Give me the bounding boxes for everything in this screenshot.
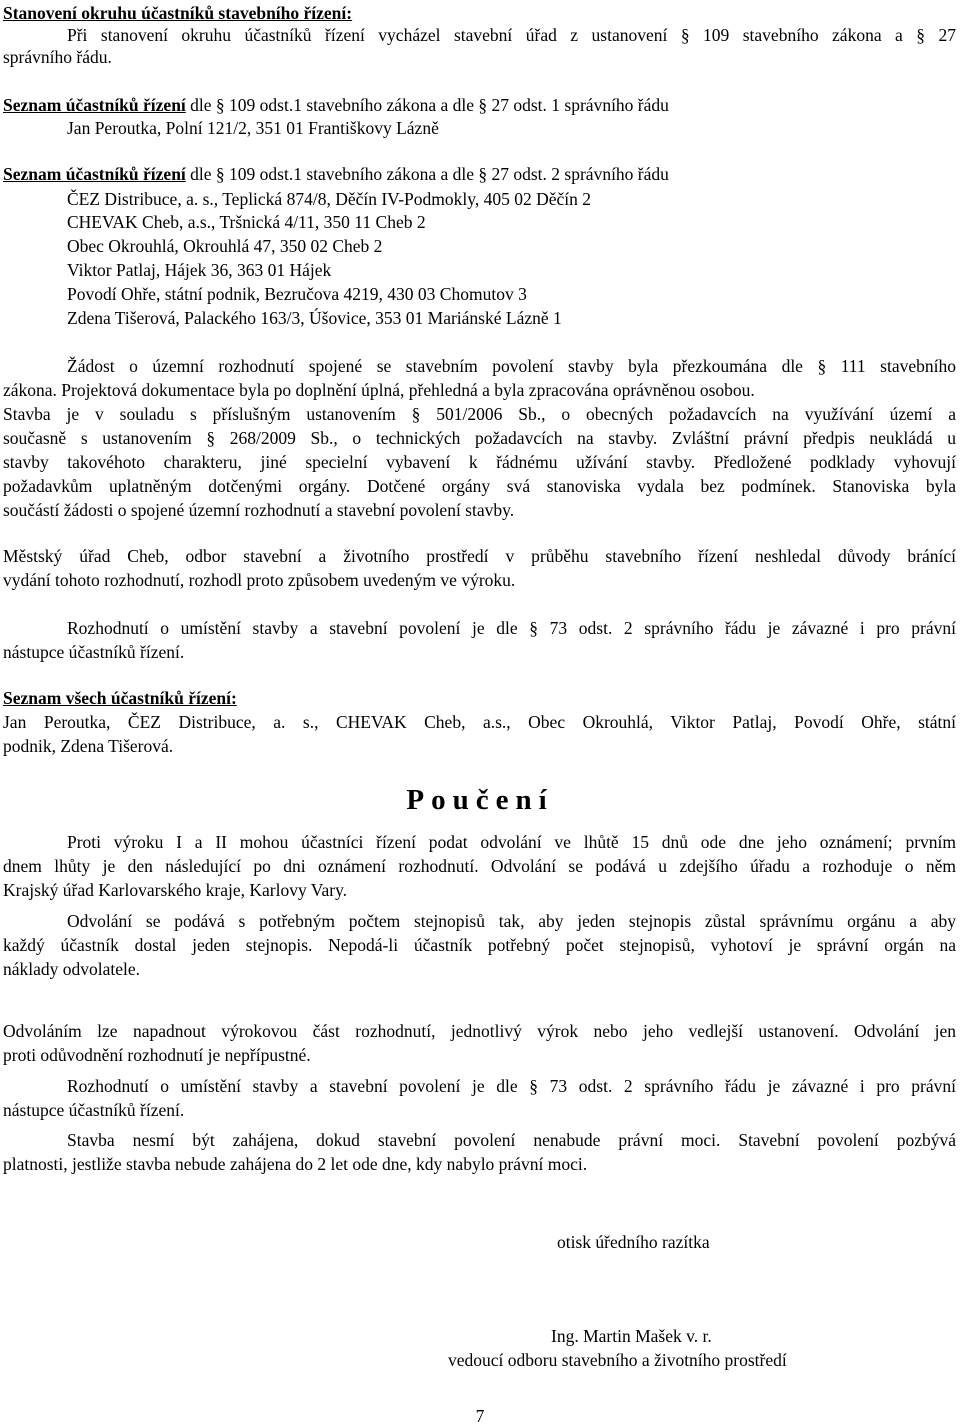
paragraph-line: každý účastník dostal jeden stejnopis. Nepodá-li účastník potřebný počet stejnopisů, vyhotoví je správní orgán na [3, 935, 956, 955]
pouceni-title: Poučení [406, 784, 554, 816]
section-heading-okruh: Stanovení okruhu účastníků stavebního řízení: [3, 3, 353, 23]
paragraph-line: součástí žádosti o spojené územní rozhodnutí a stavební povolení stavby. [3, 500, 515, 520]
paragraph-line: Jan Peroutka, ČEZ Distribuce, a. s., CHEVAK Cheb, a.s., Obec Okrouhlá, Viktor Patlaj, Povodí Ohře, státní [3, 712, 956, 732]
list-heading-2 [3, 163, 956, 185]
list-heading-bold: Seznam účastníků řízení [3, 95, 186, 115]
paragraph-line: současně s ustanovením § 268/2009 Sb., o technických požadavcích na stavby. Zvláštní právní předpis neukládá u [3, 428, 956, 448]
section-heading-vsech: Seznam všech účastníků řízení: [3, 688, 237, 708]
list-item: ČEZ Distribuce, a. s., Teplická 874/8, Děčín IV-Podmokly, 405 02 Děčín 2 [67, 189, 592, 209]
list-item: Povodí Ohře, státní podnik, Bezručova 4219, 430 03 Chomutov 3 [67, 284, 527, 304]
signature-role: vedoucí odboru stavebního a životního prostředí [448, 1350, 787, 1370]
paragraph-line: nástupce účastníků řízení. [3, 1100, 185, 1120]
list-item: CHEVAK Cheb, a.s., Tršnická 4/11, 350 11 Cheb 2 [67, 212, 426, 232]
paragraph-line: nástupce účastníků řízení. [3, 642, 185, 662]
list-item: Zdena Tišerová, Palackého 163/3, Úšovice, 353 01 Mariánské Lázně 1 [67, 308, 562, 328]
list-heading-rest: dle § 109 odst.1 stavebního zákona a dle § 27 odst. 2 správního řádu [185, 164, 669, 184]
paragraph-line: Městský úřad Cheb, odbor stavební a životního prostředí v průběhu stavebního řízení neshledal důvody bránící [3, 546, 956, 566]
list-heading-bold: Seznam účastníků řízení [3, 164, 186, 184]
paragraph-line: zákona. Projektová dokumentace byla po doplnění úplná, přehledná a byla zpracována oprávněnou osobou. [3, 380, 755, 400]
paragraph-line: správního řádu. [3, 47, 112, 67]
paragraph-line: platnosti, jestliže stavba nebude zahájena do 2 let ode dne, kdy nabylo právní moci. [3, 1154, 588, 1174]
paragraph-line: Rozhodnutí o umístění stavby a stavební povolení je dle § 73 odst. 2 správního řádu je závazné i pro právní [67, 1076, 956, 1096]
list-item: Jan Peroutka, Polní 121/2, 351 01 Františkovy Lázně [67, 118, 439, 138]
paragraph-line: požadavkům uplatněným dotčenými orgány. Dotčené orgány svá stanoviska vydala bez podmínek. Stanoviska byla [3, 476, 956, 496]
paragraph-line: Krajský úřad Karlovarského kraje, Karlovy Vary. [3, 880, 348, 900]
list-heading-rest: dle § 109 odst.1 stavebního zákona a dle § 27 odst. 1 správního řádu [185, 95, 669, 115]
paragraph-line: vydání tohoto rozhodnutí, rozhodl proto způsobem uvedeným ve výroku. [3, 570, 516, 590]
paragraph-line: podnik, Zdena Tišerová. [3, 736, 174, 756]
paragraph-line: Odvoláním lze napadnout výrokovou část rozhodnutí, jednotlivý výrok nebo jeho vedlejší ustanovení. Odvolání jen [3, 1021, 956, 1041]
paragraph-line: Stavba nesmí být zahájena, dokud stavební povolení nenabude právní moci. Stavební povolení pozbývá [67, 1130, 956, 1150]
paragraph-line: stavby takovéhoto charakteru, jiné specielní vybavení k řádnému užívání stavby. Předložené podklady vyhovují [3, 452, 956, 472]
paragraph-line: proti odůvodnění rozhodnutí je nepřípustné. [3, 1045, 311, 1065]
paragraph-line: náklady odvolatele. [3, 959, 141, 979]
paragraph-line: Proti výroku I a II mohou účastníci řízení podat odvolání ve lhůtě 15 dnů ode dne jeho oznámení; prvním [67, 832, 956, 852]
paragraph-line: Stavba je v souladu s příslušným ustanovením § 501/2006 Sb., o obecných požadavcích na využívání území a [3, 404, 956, 424]
paragraph-line: dnem lhůty je den následující po dni oznámení rozhodnutí. Odvolání se podává u zdejšího úřadu a rozhoduje o něm [3, 856, 956, 876]
paragraph-line: Odvolání se podává s potřebným počtem stejnopisů tak, aby jeden stejnopis zůstal správnímu orgánu a aby [67, 911, 956, 931]
paragraph-line: Žádost o územní rozhodnutí spojené se stavebním povolení stavby byla přezkoumána dle § 111 stavebního [67, 356, 956, 376]
list-heading-1 [3, 94, 956, 116]
list-item: Obec Okrouhlá, Okrouhlá 47, 350 02 Cheb 2 [67, 236, 383, 256]
paragraph-line: Při stanovení okruhu účastníků řízení vycházel stavební úřad z ustanovení § 109 stavebního zákona a § 27 [67, 25, 956, 45]
list-item: Viktor Patlaj, Hájek 36, 363 01 Hájek [67, 260, 332, 280]
page-number: 7 [475, 1406, 485, 1426]
paragraph-line: Rozhodnutí o umístění stavby a stavební povolení je dle § 73 odst. 2 správního řádu je závazné i pro právní [67, 618, 956, 638]
signature-name: Ing. Martin Mašek v. r. [551, 1326, 712, 1346]
stamp-note: otisk úředního razítka [557, 1232, 710, 1252]
